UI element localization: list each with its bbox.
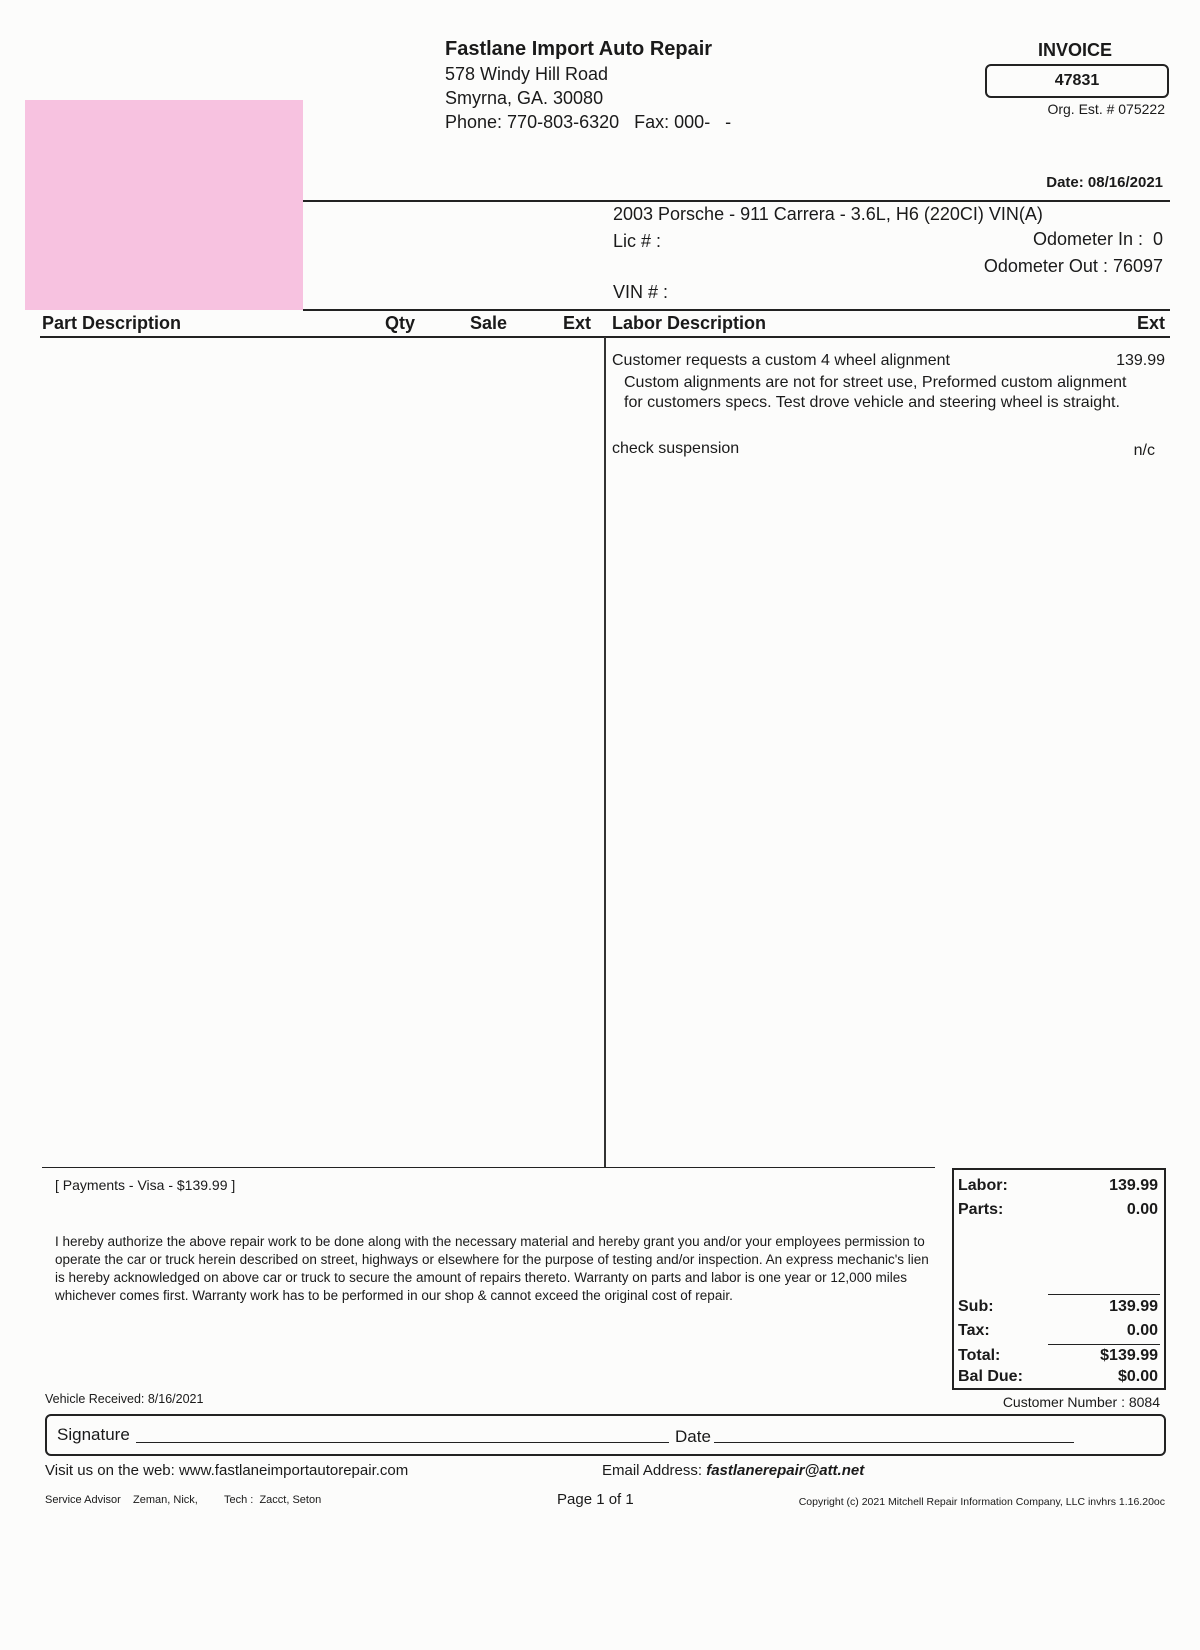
parts-total-value: 0.00 xyxy=(1126,1201,1158,1218)
odometer-in: Odometer In : 0 xyxy=(1032,229,1163,249)
labor-description-header: Labor Description xyxy=(612,313,767,333)
technician: Tech : Zacct, Seton xyxy=(224,1494,322,1506)
copyright: Copyright (c) 2021 Mitchell Repair Information Company, LLC invhrs 1.16.20oc xyxy=(798,1496,1165,1508)
org-estimate-number: Org. Est. # 075222 xyxy=(1047,101,1165,117)
footer-divider xyxy=(42,1167,935,1168)
labor-item-2-ext: n/c xyxy=(1133,442,1155,459)
license-label: Lic # : xyxy=(613,231,662,251)
shop-name: Fastlane Import Auto Repair xyxy=(445,38,713,60)
labor-ext-header: Ext xyxy=(1136,313,1165,333)
qty-header: Qty xyxy=(385,313,416,333)
labor-item-2-description: check suspension xyxy=(612,440,740,457)
email-address: fastlanerepair@att.net xyxy=(706,1462,865,1479)
shop-address-line2: Smyrna, GA. 30080 xyxy=(445,88,604,108)
signature-date-label: Date xyxy=(675,1427,711,1446)
header-divider xyxy=(303,200,1170,202)
invoice-number: 47831 xyxy=(985,64,1169,98)
website: Visit us on the web: www.fastlaneimportautorepair.com xyxy=(45,1462,409,1479)
email-label: Email Address: xyxy=(602,1462,703,1479)
subtotal-separator xyxy=(1048,1294,1160,1295)
vehicle-description: 2003 Porsche - 911 Carrera - 3.6L, H6 (220CI) VIN(A) xyxy=(613,204,1043,224)
total-separator xyxy=(1048,1344,1160,1345)
part-description-header: Part Description xyxy=(42,313,182,333)
page-number: Page 1 of 1 xyxy=(557,1491,634,1508)
customer-number: Customer Number : 8084 xyxy=(1002,1394,1160,1410)
authorization-text: I hereby authorize the above repair work to be done along with the necessary material and hereby grant you and/or your employees permission to operate the car or truck herein described on street, highways or elsewhere for the purpose of testing and/or inspection. An express mechanic's lien is hereby acknowledged on above car or truck to secure the amount of repairs thereto. Warranty on parts and labor is one year or 12,000 miles whichever comes first. Warranty work has to be performed in our shop & cannot exceed the original cost of repair. xyxy=(55,1234,929,1303)
payments-summary: [ Payments - Visa - $139.99 ] xyxy=(55,1177,236,1193)
invoice-title: INVOICE xyxy=(1037,40,1112,60)
grand-total-value: $139.99 xyxy=(1100,1347,1158,1364)
signature-box xyxy=(45,1414,1166,1456)
tax-value: 0.00 xyxy=(1126,1322,1158,1339)
ext-header: Ext xyxy=(563,313,592,333)
shop-phone-fax: Phone: 770-803-6320 Fax: 000- - xyxy=(445,112,732,132)
sale-header: Sale xyxy=(470,313,508,333)
tax-label: Tax: xyxy=(958,1322,990,1339)
email-block xyxy=(602,1462,864,1479)
signature-label: Signature xyxy=(57,1425,130,1444)
labor-item-1-ext: 139.99 xyxy=(1116,352,1165,369)
shop-address-line1: 578 Windy Hill Road xyxy=(445,64,609,84)
balance-due-value: $0.00 xyxy=(1117,1368,1158,1385)
signature-date-line xyxy=(714,1442,1074,1443)
vehicle-received: Vehicle Received: 8/16/2021 xyxy=(45,1392,204,1406)
service-advisor: Service Advisor Zeman, Nick, xyxy=(45,1494,198,1506)
invoice-date: Date: 08/16/2021 xyxy=(1046,174,1163,191)
labor-item-1-note: Custom alignments are not for street use, Preformed custom alignment for customers specs. Test drove vehicle and steering wheel is straight. xyxy=(624,374,1127,411)
parts-total-label: Parts: xyxy=(958,1201,1004,1218)
signature-line xyxy=(136,1442,669,1443)
vehicle-divider xyxy=(303,309,1170,311)
odometer-out: Odometer Out : 76097 xyxy=(983,256,1163,276)
subtotal-value: 139.99 xyxy=(1109,1298,1158,1315)
grand-total-label: Total: xyxy=(958,1347,1001,1364)
redacted-customer-block xyxy=(25,100,303,310)
labor-item-1-description: Customer requests a custom 4 wheel alignment xyxy=(612,352,950,369)
balance-due-label: Bal Due: xyxy=(958,1368,1023,1385)
labor-total-value: 139.99 xyxy=(1109,1177,1158,1194)
column-divider xyxy=(604,337,606,1167)
subtotal-label: Sub: xyxy=(958,1298,994,1315)
vin-label: VIN # : xyxy=(613,282,669,302)
labor-total-label: Labor: xyxy=(958,1177,1008,1194)
